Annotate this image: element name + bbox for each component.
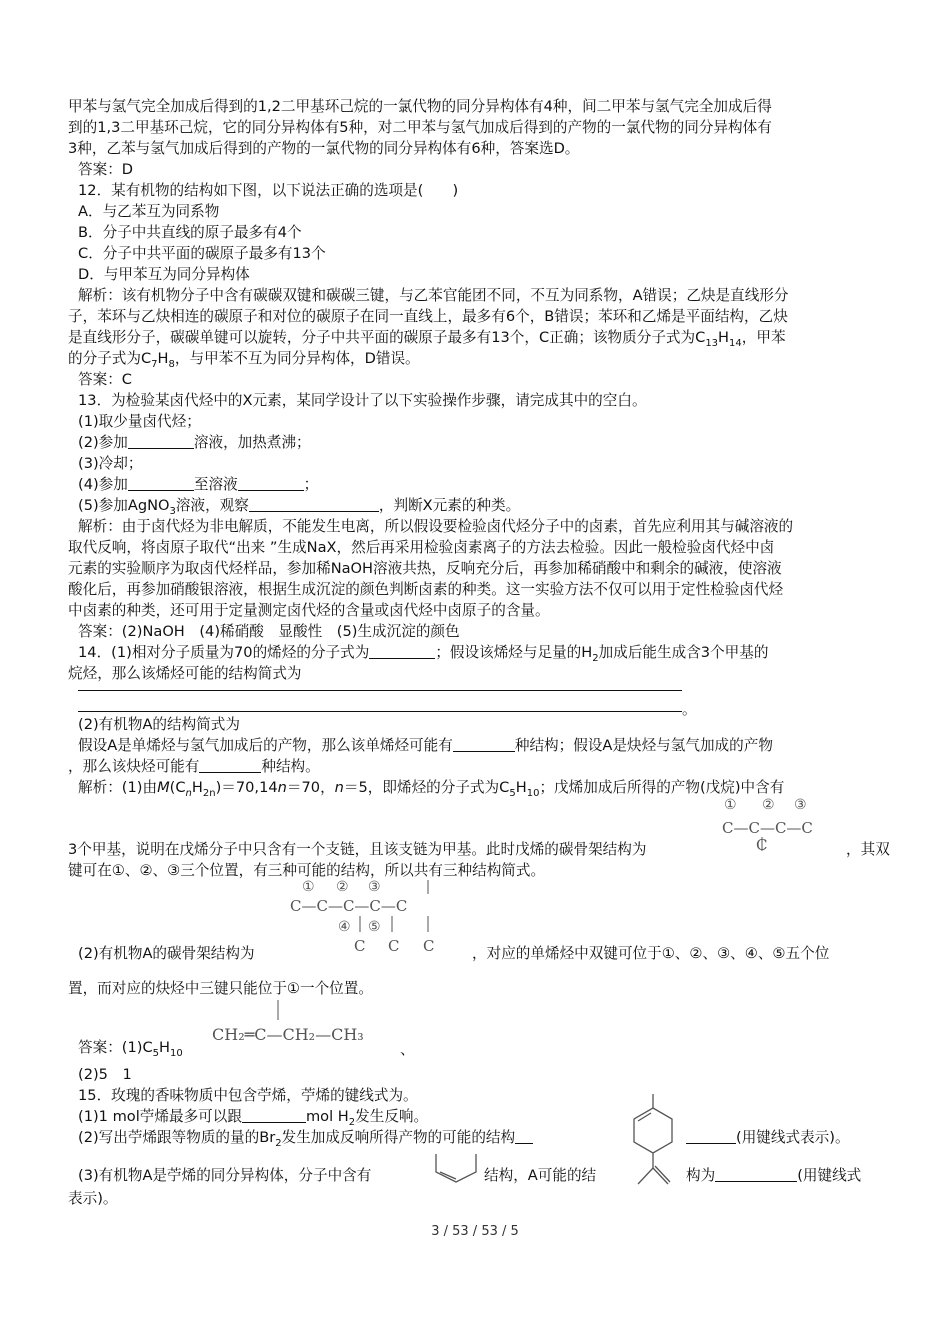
skeleton-num: ② bbox=[336, 879, 349, 895]
explanation-line: 键可在①、②、③三个位置，有三种可能的结构，所以共有三种结构简式。 bbox=[68, 862, 546, 879]
explanation-line: 中卤素的种类，还可用于定量测定卤代烃的含量或卤代烃中卤原子的含量。 bbox=[68, 602, 550, 619]
explanation-line: 元素的实验顺序为取卤代烃样品，参加稀NaOH溶液共热，反响充分后，再参加稀硝酸中和剩余的碱液，使溶液 bbox=[68, 560, 782, 577]
text-line: ，那么该炔烃可能有 种结构。 bbox=[68, 758, 320, 775]
option-a: A．与乙苯互为同系物 bbox=[78, 203, 220, 220]
explanation-line: 是直线形分子，碳碳单键可以旋转，分子中共平面的碳原子最多有13个，C正确；该物质分子式为$C_{13}H_{14}$，甲苯 bbox=[68, 329, 786, 349]
skeleton-num: ③ bbox=[794, 797, 807, 813]
answer-line: 答案：D bbox=[78, 161, 134, 178]
formula-text: CH₂═C—CH₂—CH₃ bbox=[212, 1025, 364, 1044]
step-5: (5)参加AgNO$_3$溶液，观察 ，判断X元素的种类。 bbox=[78, 497, 521, 517]
branch-carbon: C bbox=[388, 937, 400, 955]
question-13: 13．为检验某卤代烃中的X元素，某同学设计了以下实验操作步骤，请完成其中的空白。 bbox=[78, 392, 647, 409]
text-fragment: 结构，A可能的结 bbox=[484, 1167, 597, 1184]
step-1: (1)取少量卤代烃； bbox=[78, 413, 201, 430]
answer-blank[interactable] bbox=[128, 476, 194, 491]
question-14-2: (2)有机物A的结构简式为 bbox=[78, 716, 240, 733]
skeleton-row: C—C—C—C bbox=[722, 819, 813, 837]
explanation-line: 的分子式为$C_7H_8$，与甲苯不互为同分异构体，D错误。 bbox=[68, 350, 420, 370]
branch-carbon: C bbox=[423, 937, 435, 955]
answer-blank[interactable] bbox=[369, 644, 435, 659]
answer-line-rule[interactable] bbox=[78, 690, 682, 691]
explanation-line: 解析：由于卤代烃为非电解质，不能发生电离，所以假设要检验卤代烃分子中的卤素，首先应利用其与碱溶液的 bbox=[78, 518, 794, 535]
answer-blank[interactable] bbox=[199, 758, 261, 773]
text-line: 假设A是单烯烃与氢气加成后的产物，那么该单烯烃可能有 种结构；假设A是炔烃与氢气加成的产物 bbox=[78, 737, 773, 754]
branch-carbon: C bbox=[756, 836, 768, 854]
answer-blank[interactable] bbox=[453, 737, 515, 752]
explanation-line: 酸化后，再参加硝酸银溶液，根据生成沉淀的颜色判断卤素的种类。这一实验方法不仅可以用于定性检验卤代烃 bbox=[68, 581, 784, 598]
explanation-line: 3个甲基，说明在戊烯分子中只含有一个支链，且该支链为甲基。此时戊烯的碳骨架结构为 bbox=[68, 841, 647, 858]
answer-line: 答案：C bbox=[78, 371, 132, 388]
explanation-line: 取代反响，将卤原子取代“出来 ”生成NaX，然后再采用检验卤素离子的方法去检验。因此一般检验卤代烃中卤 bbox=[68, 539, 775, 556]
question-15-3: (3)有机物A是苧烯的同分异构体，分子中含有 bbox=[78, 1167, 372, 1184]
text-line: 到的1,3二甲基环己烷，它的同分异构体有5种，对二甲苯与氢气加成后得到的产物的一氯代物的同分异构体有 bbox=[68, 119, 772, 136]
answer-line: 答案：$(1)C_5H_{10}$ bbox=[78, 1039, 183, 1059]
answer-blank[interactable] bbox=[715, 1167, 797, 1182]
explanation-line: 子，苯环与乙炔相连的碳原子和对位的碳原子在同一直线上，最多有6个，B错误；苯环和乙烯是平面结构，乙炔 bbox=[68, 308, 788, 325]
text-fragment: 构为 (用键线式 bbox=[686, 1167, 862, 1184]
text-line: 烷烃，那么该烯烃可能的结构简式为 bbox=[68, 665, 302, 682]
step-3: (3)冷却； bbox=[78, 455, 143, 472]
separator: 、 bbox=[400, 1041, 415, 1058]
page-footer: 3 / 53 / 53 / 5 bbox=[431, 1224, 519, 1239]
answer-line: 答案：(2)NaOH (4)稀硝酸 显酸性 (5)生成沉淀的颜色 bbox=[78, 623, 460, 640]
answer-blank[interactable] bbox=[242, 1108, 306, 1123]
answer-blank[interactable] bbox=[128, 434, 194, 449]
question-12: 12．某有机物的结构如下图，以下说法正确的选项是( ) bbox=[78, 182, 459, 199]
skeleton-num: ① bbox=[302, 879, 315, 895]
structural-formula bbox=[210, 996, 410, 1048]
answer-blank[interactable] bbox=[238, 476, 304, 491]
question-15-2: (2)写出苧烯跟等物质的量的$Br_2$发生加成反响所得产物的可能的结构 bbox=[78, 1128, 533, 1148]
period: 。 bbox=[682, 701, 697, 718]
skeleton-num: ① bbox=[724, 797, 737, 813]
explanation-line: ，对应的单烯烃中双键可位于①、②、③、④、⑤五个位 bbox=[472, 945, 830, 962]
explanation-line: 解析：该有机物分子中含有碳碳双键和碳碳三键，与乙苯官能团不同，不互为同系物，A错误；乙炔是直线形分 bbox=[78, 287, 789, 304]
option-c: C．分子中共平面的碳原子最多有13个 bbox=[78, 245, 326, 262]
answer-blank[interactable] bbox=[249, 497, 379, 512]
text-line: 甲苯与氢气完全加成后得到的1,2二甲基环己烷的一氯代物的同分异构体有4种，间二甲苯与氢气完全加成后得 bbox=[68, 98, 772, 115]
explanation-line: ，其双 bbox=[846, 841, 890, 858]
carbon-skeleton-1 bbox=[720, 795, 850, 857]
question-14: 14．(1)相对分子质量为70的烯烃的分子式为 ；假设该烯烃与足量的$H_2$加成后能生成含3个甲基的 bbox=[78, 644, 769, 664]
answer-blank[interactable] bbox=[686, 1129, 736, 1144]
question-15-1: (1)1 mol苧烯最多可以跟 mol $H_2$发生反响。 bbox=[78, 1108, 429, 1128]
carbon-skeleton-2 bbox=[288, 876, 478, 956]
limonene-structure bbox=[624, 1092, 682, 1196]
skeleton-num: ④ bbox=[338, 919, 351, 935]
question-15-2-tail: (用键线式表示)。 bbox=[686, 1128, 850, 1148]
explanation-line: 置，而对应的炔烃中三键只能位于①一个位置。 bbox=[68, 980, 373, 997]
step-2: (2)参加 溶液，加热煮沸； bbox=[78, 434, 311, 451]
skeleton-num: ③ bbox=[368, 879, 381, 895]
skeleton-num: ② bbox=[762, 797, 775, 813]
option-b: B．分子中共直线的原子最多有4个 bbox=[78, 224, 302, 241]
answer-line-rule[interactable] bbox=[78, 711, 682, 712]
question-15: 15．玫瑰的香味物质中包含苧烯，苧烯的键线式为。 bbox=[78, 1087, 418, 1104]
step-4: (4)参加 至溶液 ； bbox=[78, 476, 319, 493]
text-line: 3种，乙苯与氢气加成后得到的产物的一氯代物的同分异构体有6种，答案选D。 bbox=[68, 140, 580, 157]
text-line: 表示)。 bbox=[68, 1190, 118, 1207]
answer-blank[interactable] bbox=[515, 1129, 533, 1144]
answer-line: (2)5 1 bbox=[78, 1066, 132, 1083]
explanation-line: (2)有机物A的碳骨架结构为 bbox=[78, 945, 255, 962]
skeleton-row: C—C—C—C—C bbox=[290, 897, 408, 915]
skeleton-num: ⑤ bbox=[368, 919, 381, 935]
explanation-line: 解析：(1)由$M(C_nH_{2n})=70,14n=70$，n＝5，即烯烃的分子式为$C_5H_{10}$；戊烯加成后所得的产物(戊烷)中含有 bbox=[78, 779, 785, 799]
option-d: D．与甲苯互为同分异构体 bbox=[78, 266, 250, 283]
branch-carbon: C bbox=[354, 937, 366, 955]
ring-fragment bbox=[430, 1152, 486, 1186]
